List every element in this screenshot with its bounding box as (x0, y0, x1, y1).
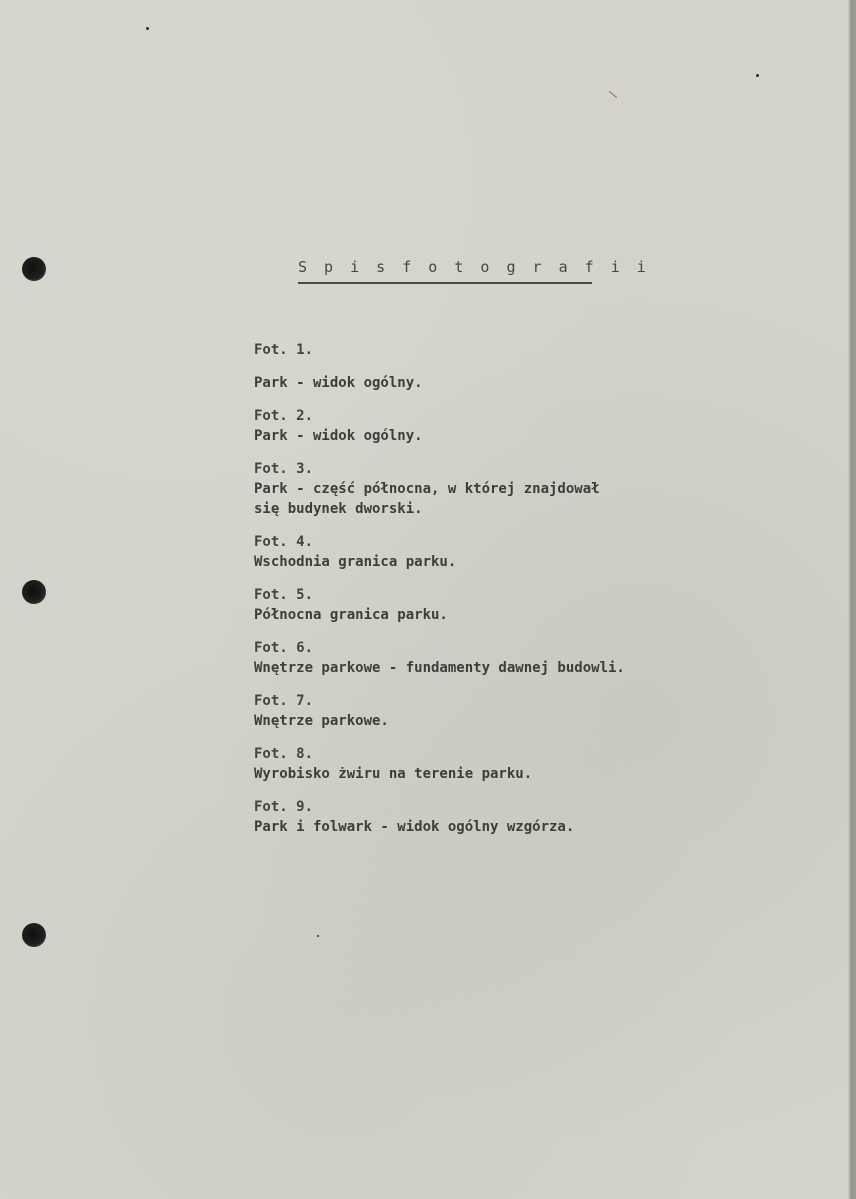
punch-hole (22, 580, 46, 604)
list-item (254, 638, 754, 678)
list-item (254, 406, 754, 446)
photo-description: Park - widok ogólny. (254, 375, 423, 391)
punch-hole (22, 257, 46, 281)
photo-list (254, 340, 754, 850)
photo-description: Północna granica parku. (254, 607, 448, 623)
photo-description: Wschodnia granica parku. (254, 554, 457, 570)
paper-speck (146, 27, 149, 30)
photo-number: Fot. 8. (254, 746, 314, 762)
list-item (254, 340, 754, 393)
punch-hole (22, 923, 46, 947)
photo-number: Fot. 6. (254, 640, 314, 656)
photo-number: Fot. 2. (254, 408, 314, 424)
list-item (254, 691, 754, 731)
photo-number: Fot. 3. (254, 461, 314, 477)
list-item (254, 585, 754, 625)
photo-number: Fot. 1. (254, 342, 314, 358)
photo-description: Park - część północna, w której znajdował się budynek dworski. (254, 481, 600, 517)
list-item (254, 744, 754, 784)
paper-speck (317, 935, 319, 937)
photo-description: Wyrobisko żwiru na terenie parku. (254, 766, 533, 782)
list-item (254, 532, 754, 572)
page-edge (848, 0, 852, 1199)
list-item (254, 797, 754, 837)
list-item (254, 459, 754, 519)
photo-description: Park - widok ogólny. (254, 428, 423, 444)
photo-number: Fot. 5. (254, 587, 314, 603)
photo-description: Park i folwark - widok ogólny wzgórza. (254, 819, 575, 835)
photo-number: Fot. 4. (254, 534, 314, 550)
photo-description: Wnętrze parkowe - fundamenty dawnej budowli. (254, 660, 625, 676)
photo-number: Fot. 7. (254, 693, 314, 709)
photo-description: Wnętrze parkowe. (254, 713, 389, 729)
page-title: S p i s f o t o g r a f i i (298, 258, 592, 284)
paper-speck (756, 74, 759, 77)
photo-number: Fot. 9. (254, 799, 314, 815)
paper-mark (609, 91, 617, 98)
